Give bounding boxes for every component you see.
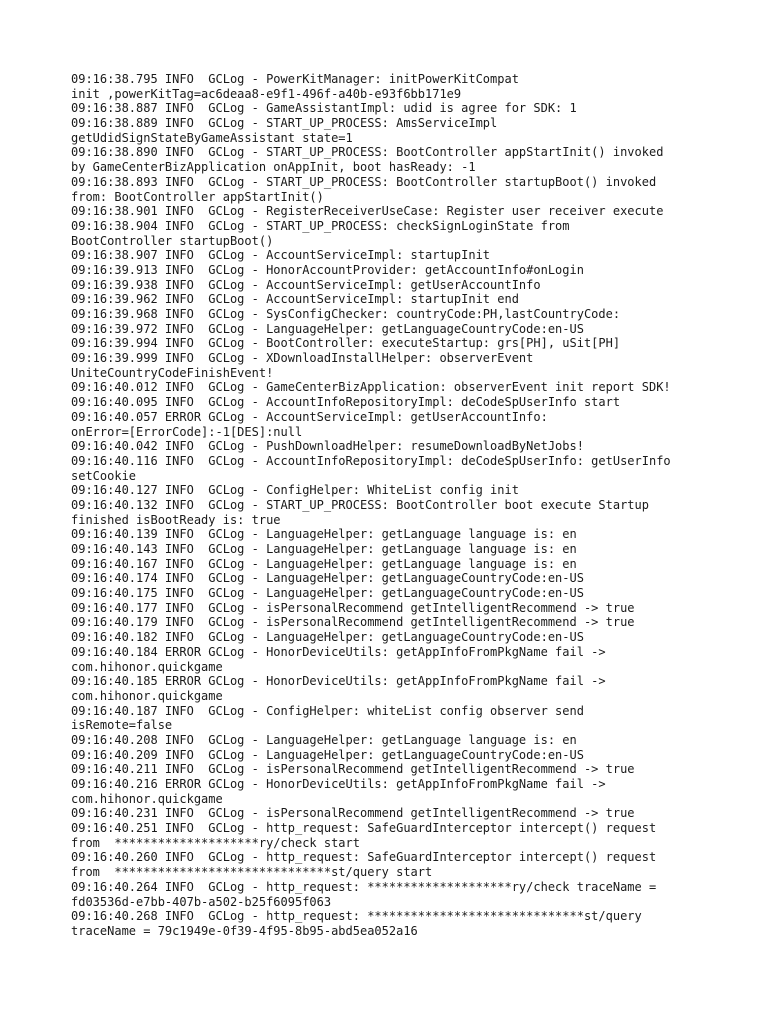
log-line: 09:16:40.268 INFO GCLog - http_request: ******************************st/query — [71, 909, 642, 924]
log-line: 09:16:39.962 INFO GCLog - AccountServiceImpl: startupInit end — [71, 292, 519, 307]
log-line: 09:16:38.904 INFO GCLog - START_UP_PROCESS: checkSignLoginState from — [71, 218, 570, 233]
log-line: 09:16:40.175 INFO GCLog - LanguageHelper: getLanguageCountryCode:en-US — [71, 586, 584, 601]
log-line: 09:16:40.184 ERROR GCLog - HonorDeviceUtils: getAppInfoFromPkgName fail -> — [71, 644, 606, 659]
log-line: com.hihonor.quickgame — [71, 688, 223, 703]
log-line: traceName = 79c1949e-0f39-4f95-8b95-abd5ea052a16 — [71, 923, 418, 938]
log-line: 09:16:40.209 INFO GCLog - LanguageHelper: getLanguageCountryCode:en-US — [71, 747, 584, 762]
log-line: 09:16:40.139 INFO GCLog - LanguageHelper: getLanguage language is: en — [71, 527, 577, 542]
log-line: 09:16:40.132 INFO GCLog - START_UP_PROCESS: BootController boot execute Startup — [71, 497, 649, 512]
log-line: 09:16:39.968 INFO GCLog - SysConfigChecker: countryCode:PH,lastCountryCode: — [71, 307, 621, 321]
log-line: 09:16:40.251 INFO GCLog - http_request: SafeGuardInterceptor intercept() request — [71, 821, 657, 836]
log-line: 09:16:40.182 INFO GCLog - LanguageHelper: getLanguageCountryCode:en-US — [71, 630, 584, 645]
log-line: fd03536d-e7bb-407b-a502-b25f6095f063 — [71, 894, 332, 909]
log-line: 09:16:39.913 INFO GCLog - HonorAccountProvider: getAccountInfo#onLogin — [71, 262, 584, 277]
log-line: 09:16:38.890 INFO GCLog - START_UP_PROCESS: BootController appStartInit() invoked — [71, 145, 664, 160]
log-line: com.hihonor.quickgame — [71, 659, 223, 674]
log-line: isRemote=false — [71, 718, 173, 733]
log-line: BootController startupBoot() — [71, 233, 274, 248]
log-line: 09:16:40.116 INFO GCLog - AccountInfoRepositoryImpl: deCodeSpUserInfo: getUserInfo — [71, 453, 671, 468]
log-line: by GameCenterBizApplication onAppInit, boot hasReady: -1 — [71, 160, 476, 175]
log-line: 09:16:40.012 INFO GCLog - GameCenterBizApplication: observerEvent init report SDK! — [71, 380, 671, 395]
log-line: 09:16:38.887 INFO GCLog - GameAssistantImpl: udid is agree for SDK: 1 — [71, 101, 577, 116]
log-line: 09:16:40.057 ERROR GCLog - AccountServiceImpl: getUserAccountInfo: — [71, 409, 548, 424]
log-line: 09:16:40.260 INFO GCLog - http_request: SafeGuardInterceptor intercept() request — [71, 850, 657, 865]
log-line: UniteCountryCodeFinishEvent! — [71, 365, 274, 380]
log-line: 09:16:38.901 INFO GCLog - RegisterReceiverUseCase: Register user receiver execute — [71, 204, 664, 219]
log-line: 09:16:40.127 INFO GCLog - ConfigHelper: WhiteList config init — [71, 483, 519, 498]
log-text-block — [71, 72, 711, 939]
log-line: 09:16:40.174 INFO GCLog - LanguageHelper: getLanguageCountryCode:en-US — [71, 571, 584, 586]
log-line: 09:16:40.179 INFO GCLog - isPersonalRecommend getIntelligentRecommend -> true — [71, 615, 635, 630]
log-line: getUdidSignStateByGameAssistant state=1 — [71, 130, 353, 145]
log-line: 09:16:39.999 INFO GCLog - XDownloadInstallHelper: observerEvent — [71, 351, 534, 366]
log-line: init ,powerKitTag=ac6deaa8-e9f1-496f-a40b-e93f6bb171e9 — [71, 86, 462, 101]
log-line: 09:16:38.795 INFO GCLog - PowerKitManager: initPowerKitCompat — [71, 72, 519, 86]
log-line: 09:16:40.042 INFO GCLog - PushDownloadHelper: resumeDownloadByNetJobs! — [71, 439, 584, 454]
log-line: 09:16:38.893 INFO GCLog - START_UP_PROCESS: BootController startupBoot() invoked — [71, 174, 657, 189]
log-line: 09:16:39.972 INFO GCLog - LanguageHelper: getLanguageCountryCode:en-US — [71, 321, 584, 336]
log-line: 09:16:39.994 INFO GCLog - BootController: executeStartup: grs[PH], uSit[PH] — [71, 336, 621, 351]
log-line: 09:16:40.143 INFO GCLog - LanguageHelper: getLanguage language is: en — [71, 542, 577, 556]
log-line: com.hihonor.quickgame — [71, 791, 223, 806]
log-line: finished isBootReady is: true — [71, 512, 281, 527]
log-line: 09:16:40.095 INFO GCLog - AccountInfoRepositoryImpl: deCodeSpUserInfo start — [71, 395, 621, 410]
log-line: 09:16:40.216 ERROR GCLog - HonorDeviceUtils: getAppInfoFromPkgName fail -> — [71, 777, 606, 791]
log-line: 09:16:40.185 ERROR GCLog - HonorDeviceUtils: getAppInfoFromPkgName fail -> — [71, 674, 606, 689]
log-line: from ******************************st/query start — [71, 865, 433, 880]
log-line: 09:16:40.264 INFO GCLog - http_request: ********************ry/check traceName = — [71, 879, 657, 894]
log-line: 09:16:39.938 INFO GCLog - AccountServiceImpl: getUserAccountInfo — [71, 277, 541, 292]
log-line: 09:16:38.907 INFO GCLog - AccountServiceImpl: startupInit — [71, 248, 491, 263]
log-line: 09:16:40.167 INFO GCLog - LanguageHelper: getLanguage language is: en — [71, 556, 577, 571]
log-line: 09:16:40.211 INFO GCLog - isPersonalRecommend getIntelligentRecommend -> true — [71, 762, 635, 777]
log-line: from ********************ry/check start — [71, 835, 360, 850]
log-line: 09:16:38.889 INFO GCLog - START_UP_PROCESS: AmsServiceImpl — [71, 116, 498, 131]
log-line: setCookie — [71, 468, 137, 483]
log-line: onError=[ErrorCode]:-1[DES]:null — [71, 424, 303, 439]
log-line: from: BootController appStartInit() — [71, 189, 324, 204]
log-line: 09:16:40.208 INFO GCLog - LanguageHelper: getLanguage language is: en — [71, 732, 577, 747]
log-line: 09:16:40.231 INFO GCLog - isPersonalRecommend getIntelligentRecommend -> true — [71, 806, 635, 821]
log-line: 09:16:40.187 INFO GCLog - ConfigHelper: whiteList config observer send — [71, 703, 584, 718]
log-line: 09:16:40.177 INFO GCLog - isPersonalRecommend getIntelligentRecommend -> true — [71, 600, 635, 615]
